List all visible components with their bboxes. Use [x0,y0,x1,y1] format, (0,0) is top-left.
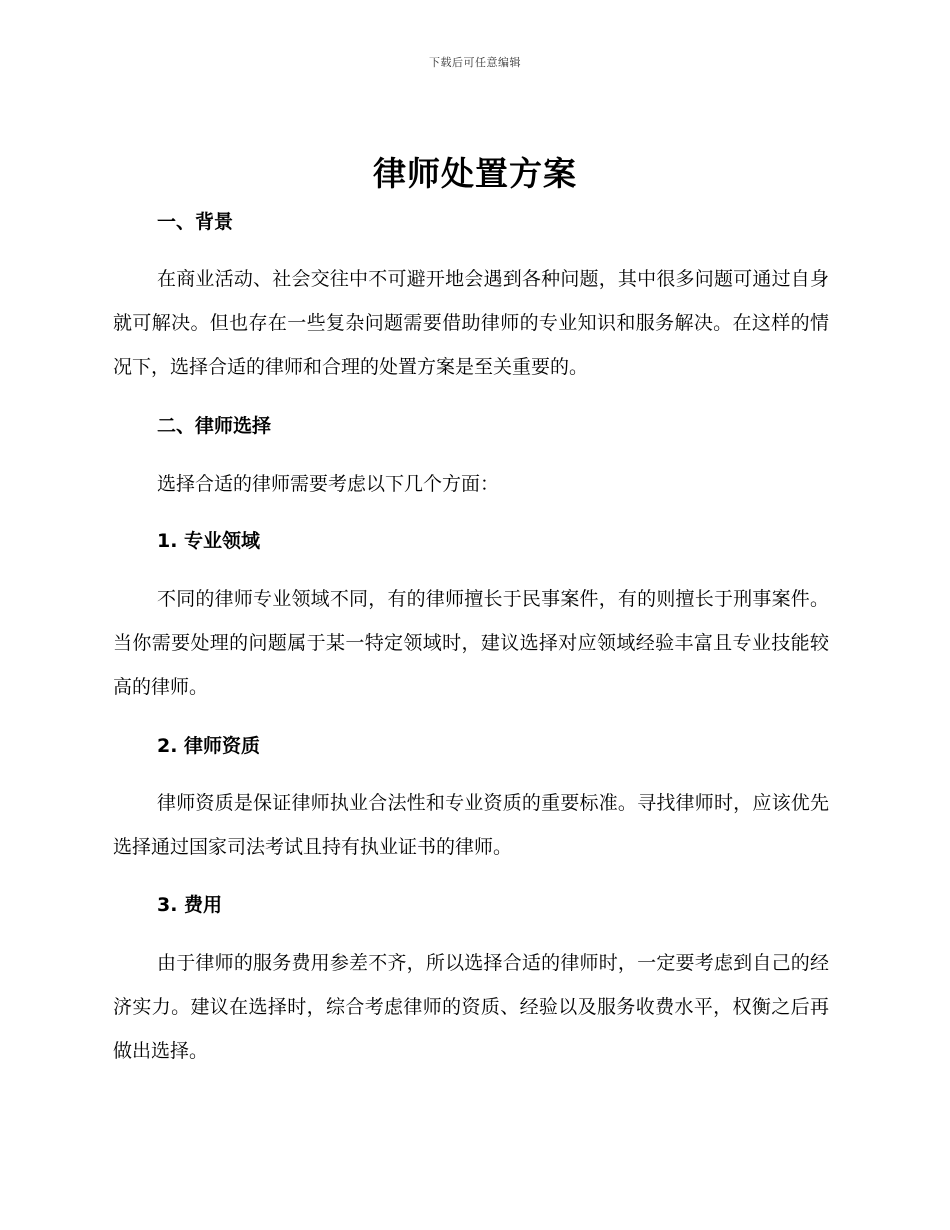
paragraph-specialty-area: 不同的律师专业领域不同，有的律师擅长于民事案件，有的则擅长于刑事案件。当你需要处理的问题属于某一特定领域时，建议选择对应领域经验丰富且专业技能较高的律师。 [113,588,829,698]
subheading-specialty-area: 1. 专业领域 [157,530,261,552]
header-note: 下载后可任意编辑 [429,56,521,69]
paragraph-fees: 由于律师的服务费用参差不齐，所以选择合适的律师时，一定要考虑到自己的经济实力。建议在选择时，综合考虑律师的资质、经验以及服务收费水平，权衡之后再做出选择。 [113,952,829,1062]
paragraph-selection-intro: 选择合适的律师需要考虑以下几个方面： [157,473,500,495]
document-title: 律师处置方案 [373,154,577,193]
subheading-lawyer-qualification: 2. 律师资质 [157,735,261,757]
subheading-fees: 3. 费用 [157,894,223,916]
paragraph-lawyer-qualification: 律师资质是保证律师执业合法性和专业资质的重要标准。寻找律师时，应该优先选择通过国家司法考试且持有执业证书的律师。 [113,792,829,858]
section-heading-background: 一、背景 [157,211,234,233]
paragraph-background: 在商业活动、社会交往中不可避开地会遇到各种问题，其中很多问题可通过自身就可解决。但也存在一些复杂问题需要借助律师的专业知识和服务解决。在这样的情况下，选择合适的律师和合理的处置方案是至关重要的。 [113,268,829,378]
section-heading-lawyer-selection: 二、律师选择 [157,415,272,437]
